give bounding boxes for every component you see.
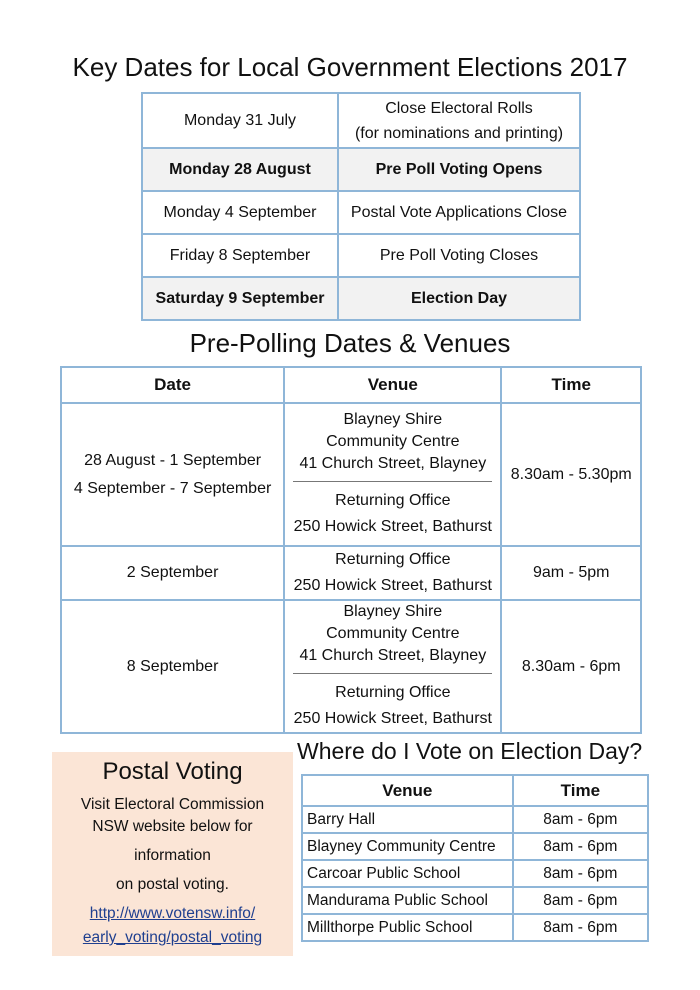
key-event-cell: Election Day	[338, 277, 580, 320]
time-cell: 8.30am - 6pm	[501, 600, 641, 733]
key-event-cell: Pre Poll Voting Opens	[338, 148, 580, 191]
date-line: 4 September - 7 September	[73, 479, 272, 497]
venue-line: 41 Church Street, Blayney	[299, 647, 487, 664]
venue-line: 250 Howick Street, Bathurst	[293, 518, 492, 535]
time-cell: 8am - 6pm	[513, 887, 648, 914]
venue-line: 41 Church Street, Blayney	[299, 455, 487, 472]
postal-voting-title: Postal Voting	[102, 758, 243, 785]
table-row	[302, 914, 648, 941]
venue-cell: Blayney Community Centre	[302, 833, 513, 860]
postal-text-line: on postal voting.	[116, 876, 229, 893]
key-event-cell: Postal Vote Applications Close	[338, 191, 580, 234]
key-date-cell: Monday 4 September	[142, 191, 338, 234]
date-cell: 2 September	[61, 546, 284, 600]
time-cell: 8am - 6pm	[513, 860, 648, 887]
venue-cell	[284, 403, 501, 546]
postal-voting-box	[52, 752, 293, 956]
time-cell: 8am - 6pm	[513, 806, 648, 833]
venue-line: Returning Office	[335, 492, 451, 509]
key-date-cell: Monday 31 July	[142, 93, 338, 148]
venue-line: Community Centre	[326, 433, 460, 450]
table-row	[61, 546, 641, 600]
table-row	[61, 403, 641, 546]
header-date: Date	[61, 367, 284, 403]
key-dates-table	[141, 92, 581, 321]
postal-text-line: information	[134, 847, 211, 864]
table-row	[142, 277, 580, 320]
key-dates-title: Key Dates for Local Government Elections 2017	[72, 52, 628, 82]
postal-text-line: NSW website below for	[92, 818, 253, 835]
table-row	[61, 600, 641, 733]
key-date-cell: Friday 8 September	[142, 234, 338, 277]
postal-link-line[interactable]: http://www.votensw.info/	[89, 905, 256, 922]
date-line: 28 August - 1 September	[84, 451, 262, 469]
header-venue: Venue	[302, 775, 513, 806]
key-event-cell: Pre Poll Voting Closes	[338, 234, 580, 277]
table-row	[302, 806, 648, 833]
time-cell: 8am - 6pm	[513, 833, 648, 860]
header-venue: Venue	[284, 367, 501, 403]
venue-divider	[293, 673, 492, 674]
venue-line: Returning Office	[335, 551, 451, 568]
venue-cell: Carcoar Public School	[302, 860, 513, 887]
venue-line: 250 Howick Street, Bathurst	[293, 577, 492, 594]
key-event-line: Close Electoral Rolls	[385, 99, 533, 117]
election-day-table	[301, 774, 649, 942]
venue-divider	[293, 481, 492, 482]
pre-polling-table	[60, 366, 642, 734]
table-row	[302, 887, 648, 914]
table-row	[302, 833, 648, 860]
venue-cell	[284, 546, 501, 600]
venue-line: Blayney Shire	[343, 411, 443, 428]
table-row	[142, 191, 580, 234]
key-date-cell: Saturday 9 September	[142, 277, 338, 320]
venue-cell: Millthorpe Public School	[302, 914, 513, 941]
venue-line: Community Centre	[326, 625, 460, 642]
key-date-cell: Monday 28 August	[142, 148, 338, 191]
table-row	[142, 93, 580, 148]
venue-line: Blayney Shire	[343, 603, 443, 620]
election-day-title: Where do I Vote on Election Day?	[297, 738, 643, 764]
date-cell: 8 September	[61, 600, 284, 733]
header-time: Time	[501, 367, 641, 403]
venue-line: Returning Office	[335, 684, 451, 701]
time-cell: 8.30am - 5.30pm	[501, 403, 641, 546]
postal-link[interactable]	[52, 902, 293, 950]
key-event-cell	[338, 93, 580, 148]
venue-cell: Mandurama Public School	[302, 887, 513, 914]
postal-link-line[interactable]: early_voting/postal_voting	[82, 929, 263, 946]
table-row	[142, 234, 580, 277]
pre-polling-title: Pre-Polling Dates & Venues	[189, 328, 511, 358]
table-header-row	[61, 367, 641, 403]
header-time: Time	[513, 775, 648, 806]
venue-cell	[284, 600, 501, 733]
table-row	[302, 860, 648, 887]
venue-cell: Barry Hall	[302, 806, 513, 833]
date-cell	[61, 403, 284, 546]
table-header-row	[302, 775, 648, 806]
postal-text-line: Visit Electoral Commission	[80, 796, 265, 813]
venue-line: 250 Howick Street, Bathurst	[293, 710, 492, 727]
time-cell: 9am - 5pm	[501, 546, 641, 600]
key-event-line: (for nominations and printing)	[354, 124, 564, 142]
table-row	[142, 148, 580, 191]
time-cell: 8am - 6pm	[513, 914, 648, 941]
